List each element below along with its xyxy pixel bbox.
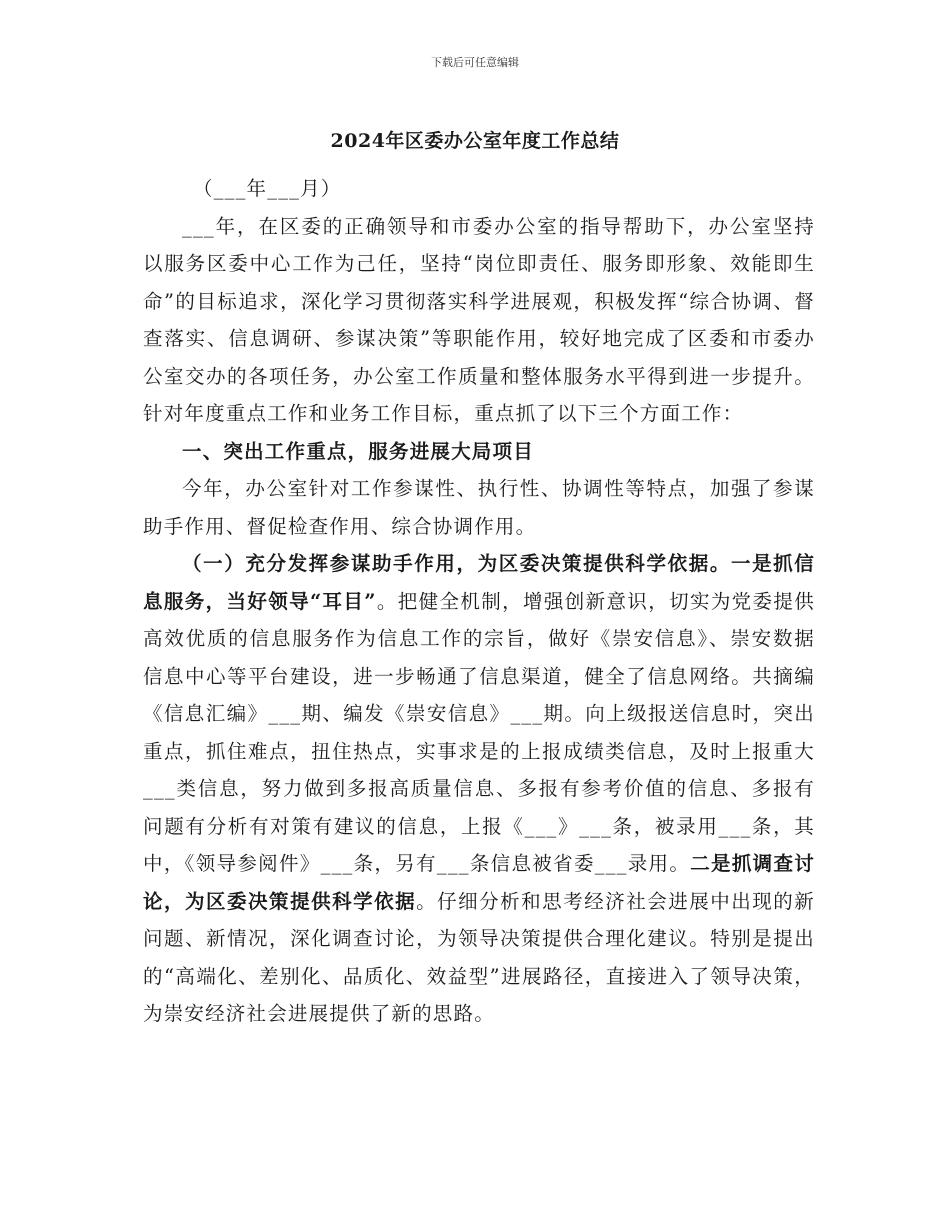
point-1-heading: 一是抓信息服务，当好领导“耳目” [143, 552, 815, 613]
section1-intro-paragraph: 今年，办公室针对工作参谋性、执行性、协调性等特点，加强了参谋助手作用、督促检查作用、综合协调作用。 [143, 477, 815, 538]
date-line: （___年___月） [193, 177, 342, 200]
point-2-text: 。仔细分析和思考经济社会进展中出现的新问题、新情况，深化调查讨论，为领导决策提供合理化建议。特别是提出的“高端化、差别化、品质化、效益型”进展路径，直接进入了领导决策，为崇安经济社会进展提供了新的思路。 [143, 889, 815, 1025]
document-title: 2024年区委办公室年度工作总结 [330, 130, 620, 152]
page-header-note: 下载后可任意编辑 [431, 56, 519, 69]
point-1-text: 。把健全机制，增强创新意识，切实为党委提供高效优质的信息服务作为信息工作的宗旨，做好《崇安信息》、崇安数据信息中心等平台建设，进一步畅通了信息渠道，健全了信息网络。共摘编《信息汇编》___期、编发《崇安信息》___期。向上级报送信息时，突出重点，抓住难点，扭住热点，实事求是的上报成绩类信息，及时上报重大___类信息，努力做到多报高质量信息、多报有参考价值的信息、多报有问题有分析有对策有建议的信息，上报《___》___条，被录用___条，其中，《领导参阅件》___条，另有___条信息被省委___录用。 [143, 589, 815, 875]
subsection-1-paragraph [143, 545, 815, 1033]
document-body [143, 170, 815, 1033]
subsection-heading-1: （一）充分发挥参谋助手作用，为区委决策提供科学依据。 [182, 552, 731, 575]
intro-paragraph: ___年，在区委的正确领导和市委办公室的指导帮助下，办公室坚持以服务区委中心工作为己任，坚持“岗位即责任、服务即形象、效能即生命”的目标追求，深化学习贯彻落实科学进展观，积极发挥“综合协调、督查落实、信息调研、参谋决策”等职能作用，较好地完成了区委和市委办公室交办的各项任务，办公室工作质量和整体服务水平得到进一步提升。针对年度重点工作和业务工作目标，重点抓了以下三个方面工作： [143, 214, 815, 425]
point-2-heading: 二是抓调查讨论，为区委决策提供科学依据 [143, 852, 816, 913]
section-heading-1: 一、突出工作重点，服务进展大局项目 [182, 439, 534, 463]
